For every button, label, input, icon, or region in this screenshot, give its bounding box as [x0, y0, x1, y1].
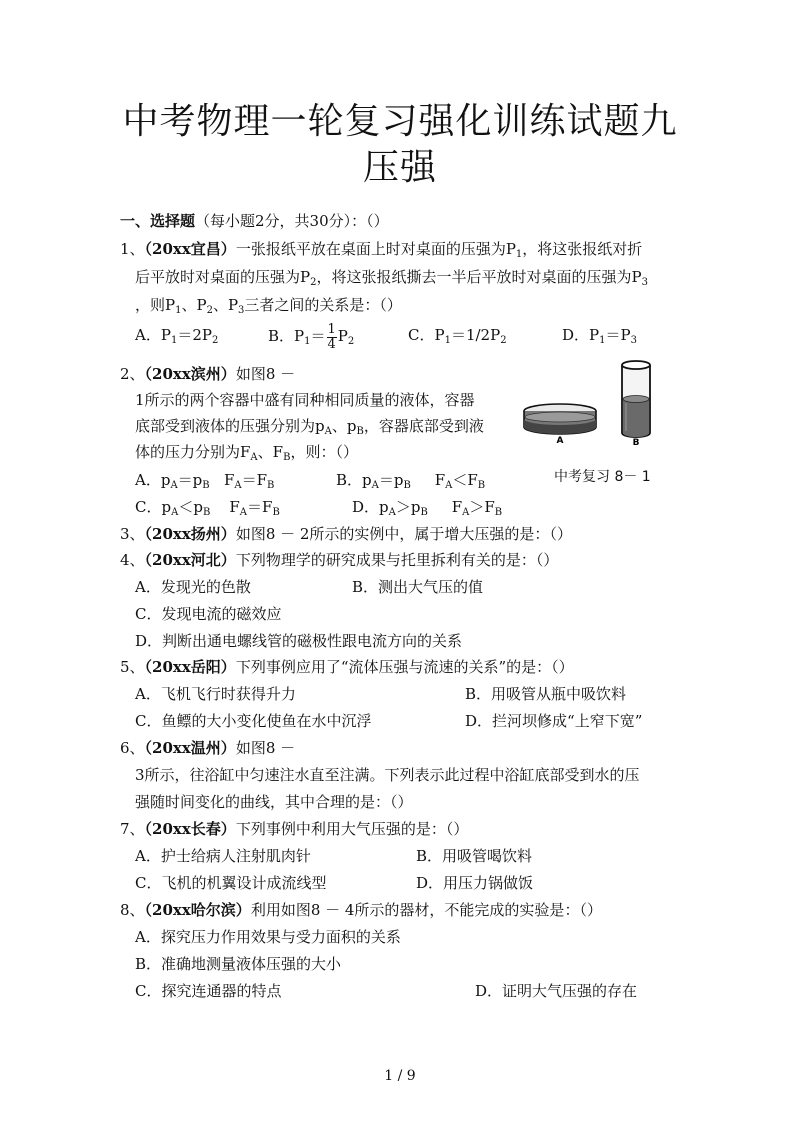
q7-option-c: C．飞机的机翼设计成流线型: [135, 874, 327, 892]
q3-text: 如图8 － 2所示的实例中，属于增大压强的是：（）: [235, 525, 572, 543]
q7-line: [120, 822, 468, 837]
q4-source: （20xx河北）: [144, 551, 236, 569]
q1-text: 三者之间的关系是：（）: [244, 296, 402, 314]
q2-option-a: [135, 471, 275, 491]
q2-line-1: [120, 367, 295, 382]
option-text: ＝F: [247, 498, 273, 516]
q2-line-2: 1所示的两个容器中盛有同种相同质量的液体，容器: [135, 391, 475, 409]
option-text: P: [337, 327, 348, 345]
subscript: 2: [500, 335, 507, 346]
option-text: F: [451, 498, 463, 516]
subscript: 2: [211, 335, 219, 346]
subscript: A: [234, 480, 242, 491]
figure-caption: 中考复习 8－ 1: [554, 469, 651, 485]
option-text: F: [434, 471, 446, 489]
q4-number: 4、: [120, 551, 145, 569]
subscript: B: [477, 480, 486, 491]
q1-text: 、P: [212, 296, 239, 314]
subscript: B: [272, 507, 280, 518]
subscript: B: [202, 480, 210, 491]
figure-label-a: A: [556, 436, 564, 446]
q5-option-a: A．飞机飞行时获得升力: [135, 685, 296, 703]
option-text: ＜F: [452, 471, 478, 489]
q8-option-d: D．证明大气压强的存在: [475, 982, 638, 1000]
option-text: ＞F: [469, 498, 495, 516]
q1-text: 后平放时对桌面的压强为P: [135, 268, 311, 286]
q5-option-d: D．拦河坝修成“上窄下宽”: [465, 712, 643, 730]
subscript: A: [462, 507, 470, 518]
q1-option-c: [408, 326, 507, 346]
option-text: F: [229, 498, 240, 516]
q7-source: （20xx长春）: [144, 820, 236, 838]
q4-option-b: B．测出大气压的值: [352, 578, 484, 596]
page-number: 1 / 9: [384, 1068, 416, 1084]
q2-option-c: [135, 498, 280, 518]
option-text: ＝1/2P: [450, 326, 501, 344]
document-subtitle: 压强: [362, 147, 437, 188]
q1-option-d: [562, 326, 637, 346]
subscript: 2: [347, 336, 355, 347]
subscript: B: [202, 507, 211, 518]
q5-source: （20xx岳阳）: [144, 658, 236, 676]
subscript: B: [267, 480, 275, 491]
q3-source: （20xx扬州）: [144, 525, 236, 543]
subscript: B: [494, 507, 503, 518]
option-text: B．P: [268, 327, 305, 345]
q8-option-c: C．探究连通器的特点: [135, 982, 282, 1000]
subscript: B: [403, 480, 411, 491]
q6-source: （20xx温州）: [144, 739, 236, 757]
q1-text: ，则P: [135, 296, 176, 314]
option-text: ＝: [310, 327, 326, 345]
q7-option-a: A．护士给病人注射肌肉针: [135, 847, 311, 865]
q2-line-3: [135, 417, 484, 437]
q4-text: 下列物理学的研究成果与托里拆利有关的是：（）: [235, 551, 559, 569]
subscript: A: [250, 452, 258, 463]
option-text: ＝p: [378, 471, 404, 489]
q1-number: 1、: [120, 240, 145, 258]
q4-line: [120, 553, 558, 568]
q6-line-3: 强随时间变化的曲线，其中合理的是：（）: [135, 793, 413, 811]
q1-text: ，将这张报纸撕去一半后平放时对桌面的压强为P: [316, 268, 642, 286]
q6-line-1: [120, 741, 295, 756]
q4-option-a: A．发现光的色散: [135, 578, 251, 596]
q5-line: [120, 660, 574, 675]
option-text: A．P: [135, 326, 171, 344]
q8-option-b: B．准确地测量液体压强的大小: [135, 955, 342, 973]
subscript: 1: [515, 249, 523, 260]
subscript: A: [445, 480, 453, 491]
q2-option-b: [336, 471, 486, 491]
option-text: D．P: [562, 326, 600, 344]
q2-source: （20xx滨州）: [144, 365, 236, 383]
option-text: A．p: [135, 471, 171, 489]
q5-text: 下列事例应用了“流体压强与流速的关系”的是：（）: [235, 658, 574, 676]
q2-text: 体的压力分别为F: [135, 443, 251, 461]
q5-number: 5、: [120, 658, 145, 676]
q3-line: [120, 527, 572, 542]
subscript: B: [356, 426, 364, 437]
subscript: A: [170, 480, 178, 491]
q2-text: ，则：（）: [290, 443, 358, 461]
q5-option-c: C．鱼鳔的大小变化使鱼在水中沉浮: [135, 712, 372, 730]
subscript: A: [388, 507, 396, 518]
subscript: B: [283, 452, 291, 463]
subscript: 2: [310, 277, 317, 288]
fraction: [327, 323, 337, 352]
q8-text: 利用如图8 － 4所示的器材，不能完成的实验是：（）: [250, 901, 602, 919]
subscript: 3: [238, 305, 245, 316]
subscript: 1: [304, 336, 311, 347]
q4-option-d: D．判断出通电螺线管的磁极性跟电流方向的关系: [135, 632, 463, 650]
q7-number: 7、: [120, 820, 145, 838]
container-a: [524, 404, 596, 434]
q7-option-d: D．用压力锅做饭: [416, 874, 534, 892]
option-text: ＝P: [605, 326, 631, 344]
fraction-numerator: 1: [327, 321, 336, 337]
q1-text: ，将这张报纸对折: [522, 240, 643, 258]
q1-line-2: [135, 268, 648, 288]
option-text: ＝p: [177, 471, 203, 489]
q7-option-b: B．用吸管喝饮料: [416, 847, 533, 865]
subscript: 1: [170, 335, 178, 346]
container-figure: [522, 357, 672, 447]
subscript: B: [420, 507, 428, 518]
option-text: B．p: [336, 471, 372, 489]
q7-text: 下列事例中利用大气压强的是：（）: [235, 820, 469, 838]
q2-text: 、F: [257, 443, 284, 461]
q2-text: ，容器底部受到液: [363, 417, 484, 435]
subscript: A: [324, 426, 332, 437]
subscript: 1: [175, 305, 182, 316]
q2-option-d: [352, 498, 503, 518]
option-text: C．P: [408, 326, 445, 344]
q5-option-b: B．用吸管从瓶中吸饮料: [465, 685, 627, 703]
q6-text: 如图8 －: [235, 739, 296, 757]
figure-label-b: B: [632, 438, 640, 447]
q1-line-3: [135, 296, 402, 316]
q6-line-2: 3所示，往浴缸中匀速注水直至注满。下列表示此过程中浴缸底部受到水的压: [135, 766, 640, 784]
option-text: ＞p: [395, 498, 421, 516]
q1-text: 一张报纸平放在桌面上时对桌面的压强为P: [235, 240, 516, 258]
subscript: 3: [641, 277, 648, 288]
q8-line: [120, 903, 602, 918]
subscript: A: [171, 507, 179, 518]
q8-number: 8、: [120, 901, 145, 919]
q1-text: 、P: [181, 296, 207, 314]
subscript: 2: [206, 305, 213, 316]
option-text: F: [223, 471, 235, 489]
q1-source: （20xx宜昌）: [144, 240, 236, 258]
option-text: ＝F: [241, 471, 268, 489]
document-title: 中考物理一轮复习强化训练试题九: [122, 101, 678, 142]
q2-line-4: [135, 443, 358, 463]
q3-number: 3、: [120, 525, 145, 543]
section-note: （每小题2分，共30分）：（）: [195, 212, 389, 230]
subscript: 1: [599, 335, 606, 346]
q2-text: 底部受到液体的压强分别为p: [135, 417, 325, 435]
subscript: 1: [444, 335, 451, 346]
q6-number: 6、: [120, 739, 145, 757]
option-text: C．p: [135, 498, 172, 516]
section-heading: [120, 214, 389, 229]
q2-number: 2、: [120, 365, 145, 383]
q8-option-a: A．探究压力作用效果与受力面积的关系: [135, 928, 401, 946]
section-title: 一、选择题: [120, 212, 196, 230]
q4-option-c: C．发现电流的磁效应: [135, 605, 282, 623]
q8-source: （20xx哈尔滨）: [144, 901, 251, 919]
fraction-denominator: 4: [327, 336, 336, 352]
option-text: ＜p: [178, 498, 203, 516]
container-b: [622, 361, 650, 437]
subscript: A: [239, 507, 248, 518]
q1-option-a: [135, 326, 219, 346]
subscript: A: [371, 480, 379, 491]
option-text: ＝2P: [177, 326, 212, 344]
option-text: D．p: [352, 498, 389, 516]
q1-option-b: [268, 321, 354, 352]
q2-text: 、p: [331, 417, 357, 435]
q2-text: 如图8 －: [235, 365, 296, 383]
subscript: 3: [630, 335, 637, 346]
q1-line-1: [120, 240, 643, 260]
